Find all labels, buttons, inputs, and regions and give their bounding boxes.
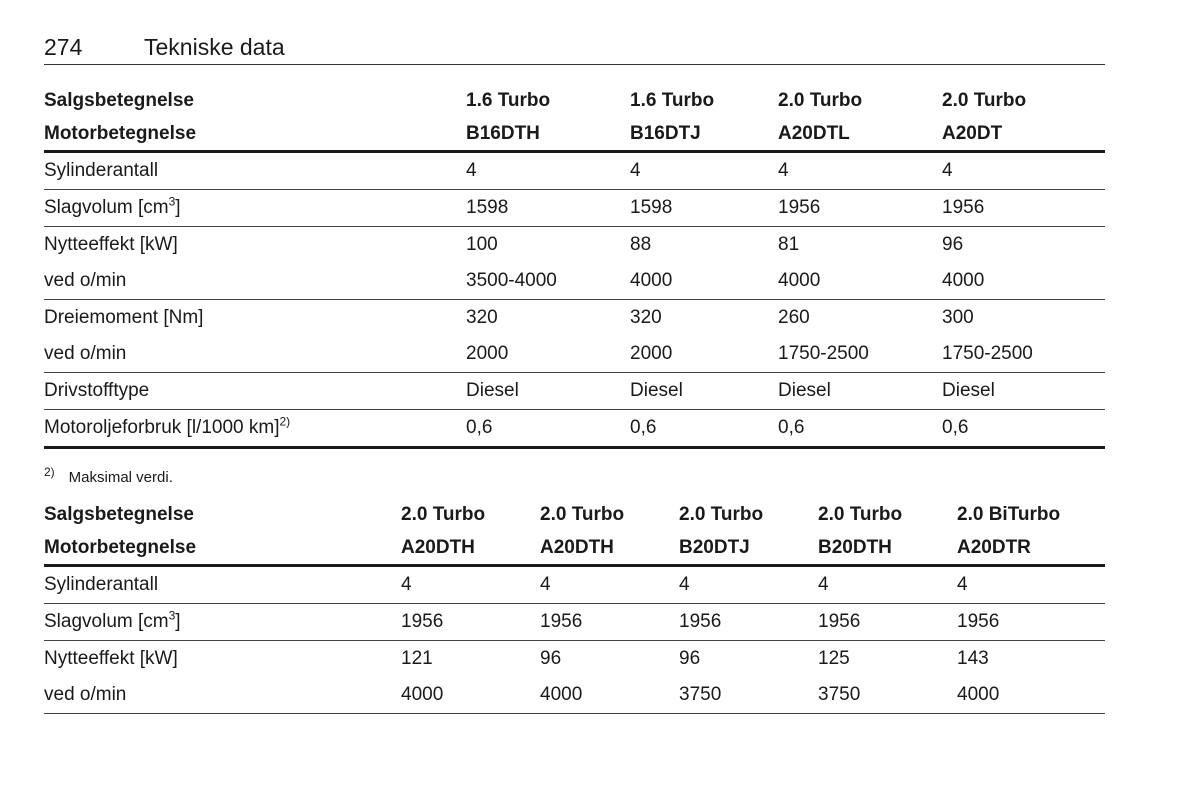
- table-cell: 0,6: [942, 410, 1105, 448]
- table-cell: 4: [818, 566, 957, 604]
- table-cell: 4: [679, 566, 818, 604]
- table-cell: 4000: [957, 677, 1105, 714]
- table-cell: Diesel: [630, 373, 778, 410]
- table-cell: 4: [942, 152, 1105, 190]
- table-cell: 2000: [466, 336, 630, 373]
- footnote-text: Maksimal verdi.: [68, 469, 173, 486]
- table-cell: 88: [630, 234, 652, 255]
- table-row: [44, 604, 1105, 641]
- table-cell: 4000: [401, 677, 540, 714]
- table-cell: 260: [778, 307, 810, 328]
- table-cell: Diesel: [466, 373, 630, 410]
- row-label: ved o/min: [44, 263, 466, 300]
- table-row: [44, 566, 1105, 604]
- table-cell: 3750: [818, 677, 957, 714]
- table-cell: 0,6: [778, 410, 942, 448]
- table-cell: 1956: [540, 604, 679, 641]
- engine-designation-cell: A20DTR: [957, 531, 1105, 566]
- engine-designation-row: [44, 117, 1105, 152]
- sales-designation-cell: 2.0 Turbo: [679, 503, 764, 525]
- table-row: [44, 336, 1105, 373]
- engine-designation-row: [44, 531, 1105, 566]
- table-cell: 4000: [778, 263, 942, 300]
- table-row: [44, 677, 1105, 714]
- page-number: 274: [44, 34, 83, 60]
- sales-designation-cell: 2.0 Turbo: [540, 503, 625, 525]
- sales-designation-cell: 2.0 Turbo: [778, 89, 863, 111]
- sales-designation-row: [44, 84, 1105, 117]
- engine-designation-cell: B16DTH: [466, 117, 630, 152]
- table-row: [44, 152, 1105, 190]
- table-row: [44, 410, 1105, 448]
- table-cell: 1750-2500: [942, 336, 1105, 373]
- table-row: [44, 373, 1105, 410]
- table-cell: 143: [957, 648, 989, 669]
- row-label: Drivstofftype: [44, 373, 466, 410]
- table-cell: 1750-2500: [778, 336, 942, 373]
- table-cell: 1598: [630, 190, 778, 227]
- engine-designation-label: Motorbetegnelse: [44, 531, 401, 566]
- table-cell: Diesel: [942, 373, 1105, 410]
- spec-table-2: [44, 498, 1105, 714]
- table-row: [44, 190, 1105, 227]
- engine-designation-cell: A20DTH: [540, 531, 679, 566]
- table-cell: 4000: [630, 263, 778, 300]
- page-title: Tekniske data: [144, 34, 285, 60]
- row-label: Slagvolum $[cm^3]$: [44, 190, 466, 227]
- row-label: ved o/min: [44, 336, 466, 373]
- table-cell: 4: [540, 566, 679, 604]
- table-cell: 3500-4000: [466, 263, 630, 300]
- table-cell: 1956: [401, 604, 540, 641]
- table-cell: 4: [778, 152, 942, 190]
- table-cell: 2000: [630, 336, 778, 373]
- table-cell: 0,6: [466, 410, 630, 448]
- table-cell: 1956: [778, 190, 942, 227]
- row-label: Slagvolum $[cm^3]$: [44, 604, 401, 641]
- table-row: [44, 263, 1105, 300]
- row-label: ved o/min: [44, 677, 401, 714]
- sales-designation-cell: 2.0 Turbo: [818, 503, 903, 525]
- row-label: Nytteeffekt [kW]: [44, 234, 178, 255]
- table-cell: 300: [942, 307, 974, 328]
- table-cell: 96: [679, 648, 701, 669]
- row-label: Dreiemoment [Nm]: [44, 307, 204, 328]
- sales-designation-cell: 2.0 Turbo: [942, 89, 1027, 111]
- table-cell: 0,6: [630, 410, 778, 448]
- table-cell: 1956: [679, 604, 818, 641]
- table-cell: 81: [778, 234, 800, 255]
- table-cell: 320: [466, 307, 498, 328]
- table-cell: 4: [466, 152, 630, 190]
- footnote: [44, 465, 173, 486]
- engine-designation-cell: B20DTJ: [679, 531, 818, 566]
- spec-table-1: [44, 84, 1105, 449]
- page-header: [44, 34, 1105, 65]
- sales-designation-row: [44, 498, 1105, 531]
- sales-designation-cell: 2.0 Turbo: [401, 503, 486, 525]
- table-row: [44, 227, 1105, 264]
- table-cell: 1956: [957, 604, 1105, 641]
- table-cell: 1956: [942, 190, 1105, 227]
- table-cell: 100: [466, 234, 498, 255]
- table-cell: 125: [818, 648, 850, 669]
- footnote-mark: 2): [44, 465, 55, 479]
- row-label: Sylinderantall: [44, 152, 466, 190]
- engine-designation-cell: B16DTJ: [630, 117, 778, 152]
- table-cell: 1598: [466, 190, 630, 227]
- table-cell: 4000: [942, 263, 1105, 300]
- table-cell: 121: [401, 648, 433, 669]
- table-cell: 4: [401, 566, 540, 604]
- row-label: Motoroljeforbruk [l/1000 km]$^{2)}$: [44, 410, 466, 448]
- table-cell: 96: [942, 234, 964, 255]
- table-cell: 1956: [818, 604, 957, 641]
- sales-designation-cell: 2.0 BiTurbo: [957, 503, 1061, 525]
- engine-designation-cell: A20DTL: [778, 117, 942, 152]
- sales-designation-cell: 1.6 Turbo: [630, 89, 715, 111]
- table-cell: 96: [540, 648, 562, 669]
- engine-designation-cell: B20DTH: [818, 531, 957, 566]
- row-label: Sylinderantall: [44, 566, 401, 604]
- table-cell: 4000: [540, 677, 679, 714]
- engine-designation-cell: A20DT: [942, 117, 1105, 152]
- sales-designation-label: Salgsbetegnelse: [44, 503, 194, 525]
- table-row: [44, 641, 1105, 678]
- table-cell: 4: [957, 566, 1105, 604]
- sales-designation-cell: 1.6 Turbo: [466, 89, 551, 111]
- table-cell: 3750: [679, 677, 818, 714]
- row-label: Nytteeffekt [kW]: [44, 648, 178, 669]
- engine-designation-label: Motorbetegnelse: [44, 117, 466, 152]
- engine-designation-cell: A20DTH: [401, 531, 540, 566]
- sales-designation-label: Salgsbetegnelse: [44, 89, 194, 111]
- table-row: [44, 300, 1105, 337]
- table-cell: 320: [630, 307, 662, 328]
- table-cell: 4: [630, 152, 778, 190]
- table-cell: Diesel: [778, 373, 942, 410]
